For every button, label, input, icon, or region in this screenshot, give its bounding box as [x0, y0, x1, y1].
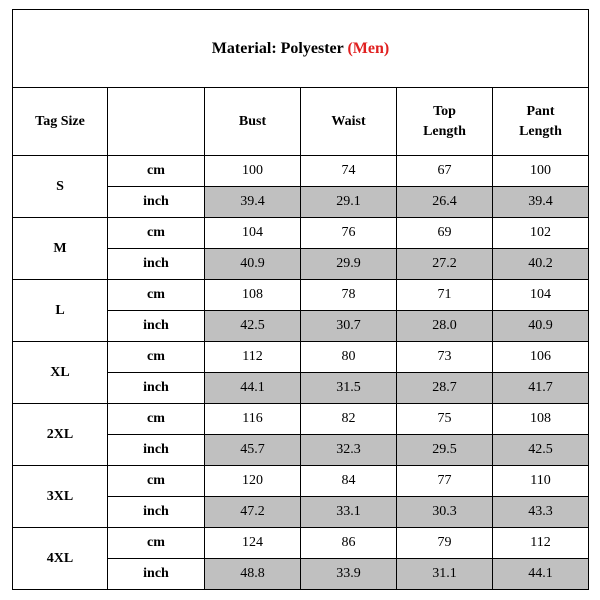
header-pant-length-line1: Pant — [526, 103, 555, 119]
unit-label: inch — [108, 311, 205, 342]
pant-length-value: 39.4 — [493, 187, 589, 218]
unit-label: cm — [108, 218, 205, 249]
top-length-value: 79 — [397, 528, 493, 559]
waist-value: 29.1 — [301, 187, 397, 218]
top-length-value: 77 — [397, 466, 493, 497]
unit-label: cm — [108, 466, 205, 497]
size-label: L — [13, 280, 108, 342]
table-row — [13, 156, 589, 187]
size-chart — [12, 9, 589, 590]
waist-value: 78 — [301, 280, 397, 311]
bust-value: 116 — [205, 404, 301, 435]
pant-length-value: 41.7 — [493, 373, 589, 404]
bust-value: 120 — [205, 466, 301, 497]
top-length-value: 69 — [397, 218, 493, 249]
bust-value: 112 — [205, 342, 301, 373]
header-top-length — [397, 88, 493, 156]
top-length-value: 67 — [397, 156, 493, 187]
waist-value: 33.9 — [301, 559, 397, 590]
bust-value: 108 — [205, 280, 301, 311]
unit-label: inch — [108, 373, 205, 404]
top-length-value: 28.0 — [397, 311, 493, 342]
pant-length-value: 100 — [493, 156, 589, 187]
pant-length-value: 108 — [493, 404, 589, 435]
waist-value: 80 — [301, 342, 397, 373]
bust-value: 44.1 — [205, 373, 301, 404]
table-row — [13, 466, 589, 497]
unit-label: inch — [108, 187, 205, 218]
bust-value: 45.7 — [205, 435, 301, 466]
header-tag-size: Tag Size — [13, 88, 108, 156]
title-text: Material: Polyester — [211, 39, 344, 57]
pant-length-value: 43.3 — [493, 497, 589, 528]
pant-length-value: 44.1 — [493, 559, 589, 590]
table-row — [13, 218, 589, 249]
top-length-value: 31.1 — [397, 559, 493, 590]
pant-length-value: 102 — [493, 218, 589, 249]
table-row — [13, 404, 589, 435]
unit-label: cm — [108, 280, 205, 311]
waist-value: 84 — [301, 466, 397, 497]
waist-value: 30.7 — [301, 311, 397, 342]
unit-label: inch — [108, 497, 205, 528]
top-length-value: 75 — [397, 404, 493, 435]
unit-label: inch — [108, 435, 205, 466]
waist-value: 82 — [301, 404, 397, 435]
size-label: M — [13, 218, 108, 280]
top-length-value: 71 — [397, 280, 493, 311]
title-highlight: (Men) — [347, 39, 390, 57]
table-row — [13, 280, 589, 311]
top-length-value: 27.2 — [397, 249, 493, 280]
top-length-value: 73 — [397, 342, 493, 373]
header-top-length-line1: Top — [433, 103, 456, 119]
bust-value: 42.5 — [205, 311, 301, 342]
pant-length-value: 40.2 — [493, 249, 589, 280]
header-row — [13, 88, 589, 156]
size-label: 2XL — [13, 404, 108, 466]
table-row — [13, 342, 589, 373]
pant-length-value: 40.9 — [493, 311, 589, 342]
pant-length-value: 104 — [493, 280, 589, 311]
bust-value: 39.4 — [205, 187, 301, 218]
top-length-value: 30.3 — [397, 497, 493, 528]
bust-value: 104 — [205, 218, 301, 249]
header-pant-length — [493, 88, 589, 156]
bust-value: 124 — [205, 528, 301, 559]
bust-value: 48.8 — [205, 559, 301, 590]
pant-length-value: 106 — [493, 342, 589, 373]
top-length-value: 28.7 — [397, 373, 493, 404]
unit-label: cm — [108, 342, 205, 373]
waist-value: 86 — [301, 528, 397, 559]
header-waist: Waist — [301, 88, 397, 156]
bust-value: 40.9 — [205, 249, 301, 280]
size-label: XL — [13, 342, 108, 404]
pant-length-value: 42.5 — [493, 435, 589, 466]
unit-label: cm — [108, 404, 205, 435]
table-row — [13, 528, 589, 559]
top-length-value: 26.4 — [397, 187, 493, 218]
header-unit — [108, 88, 205, 156]
waist-value: 74 — [301, 156, 397, 187]
size-label: 4XL — [13, 528, 108, 590]
top-length-value: 29.5 — [397, 435, 493, 466]
unit-label: cm — [108, 156, 205, 187]
bust-value: 100 — [205, 156, 301, 187]
waist-value: 76 — [301, 218, 397, 249]
table-title — [13, 10, 589, 88]
unit-label: inch — [108, 559, 205, 590]
size-label: S — [13, 156, 108, 218]
header-bust: Bust — [205, 88, 301, 156]
unit-label: cm — [108, 528, 205, 559]
pant-length-value: 110 — [493, 466, 589, 497]
unit-label: inch — [108, 249, 205, 280]
size-label: 3XL — [13, 466, 108, 528]
bust-value: 47.2 — [205, 497, 301, 528]
pant-length-value: 112 — [493, 528, 589, 559]
waist-value: 33.1 — [301, 497, 397, 528]
header-pant-length-line2: Length — [519, 123, 562, 139]
size-table — [12, 9, 589, 590]
title-row — [13, 10, 589, 88]
waist-value: 32.3 — [301, 435, 397, 466]
header-top-length-line2: Length — [423, 123, 466, 139]
waist-value: 31.5 — [301, 373, 397, 404]
waist-value: 29.9 — [301, 249, 397, 280]
